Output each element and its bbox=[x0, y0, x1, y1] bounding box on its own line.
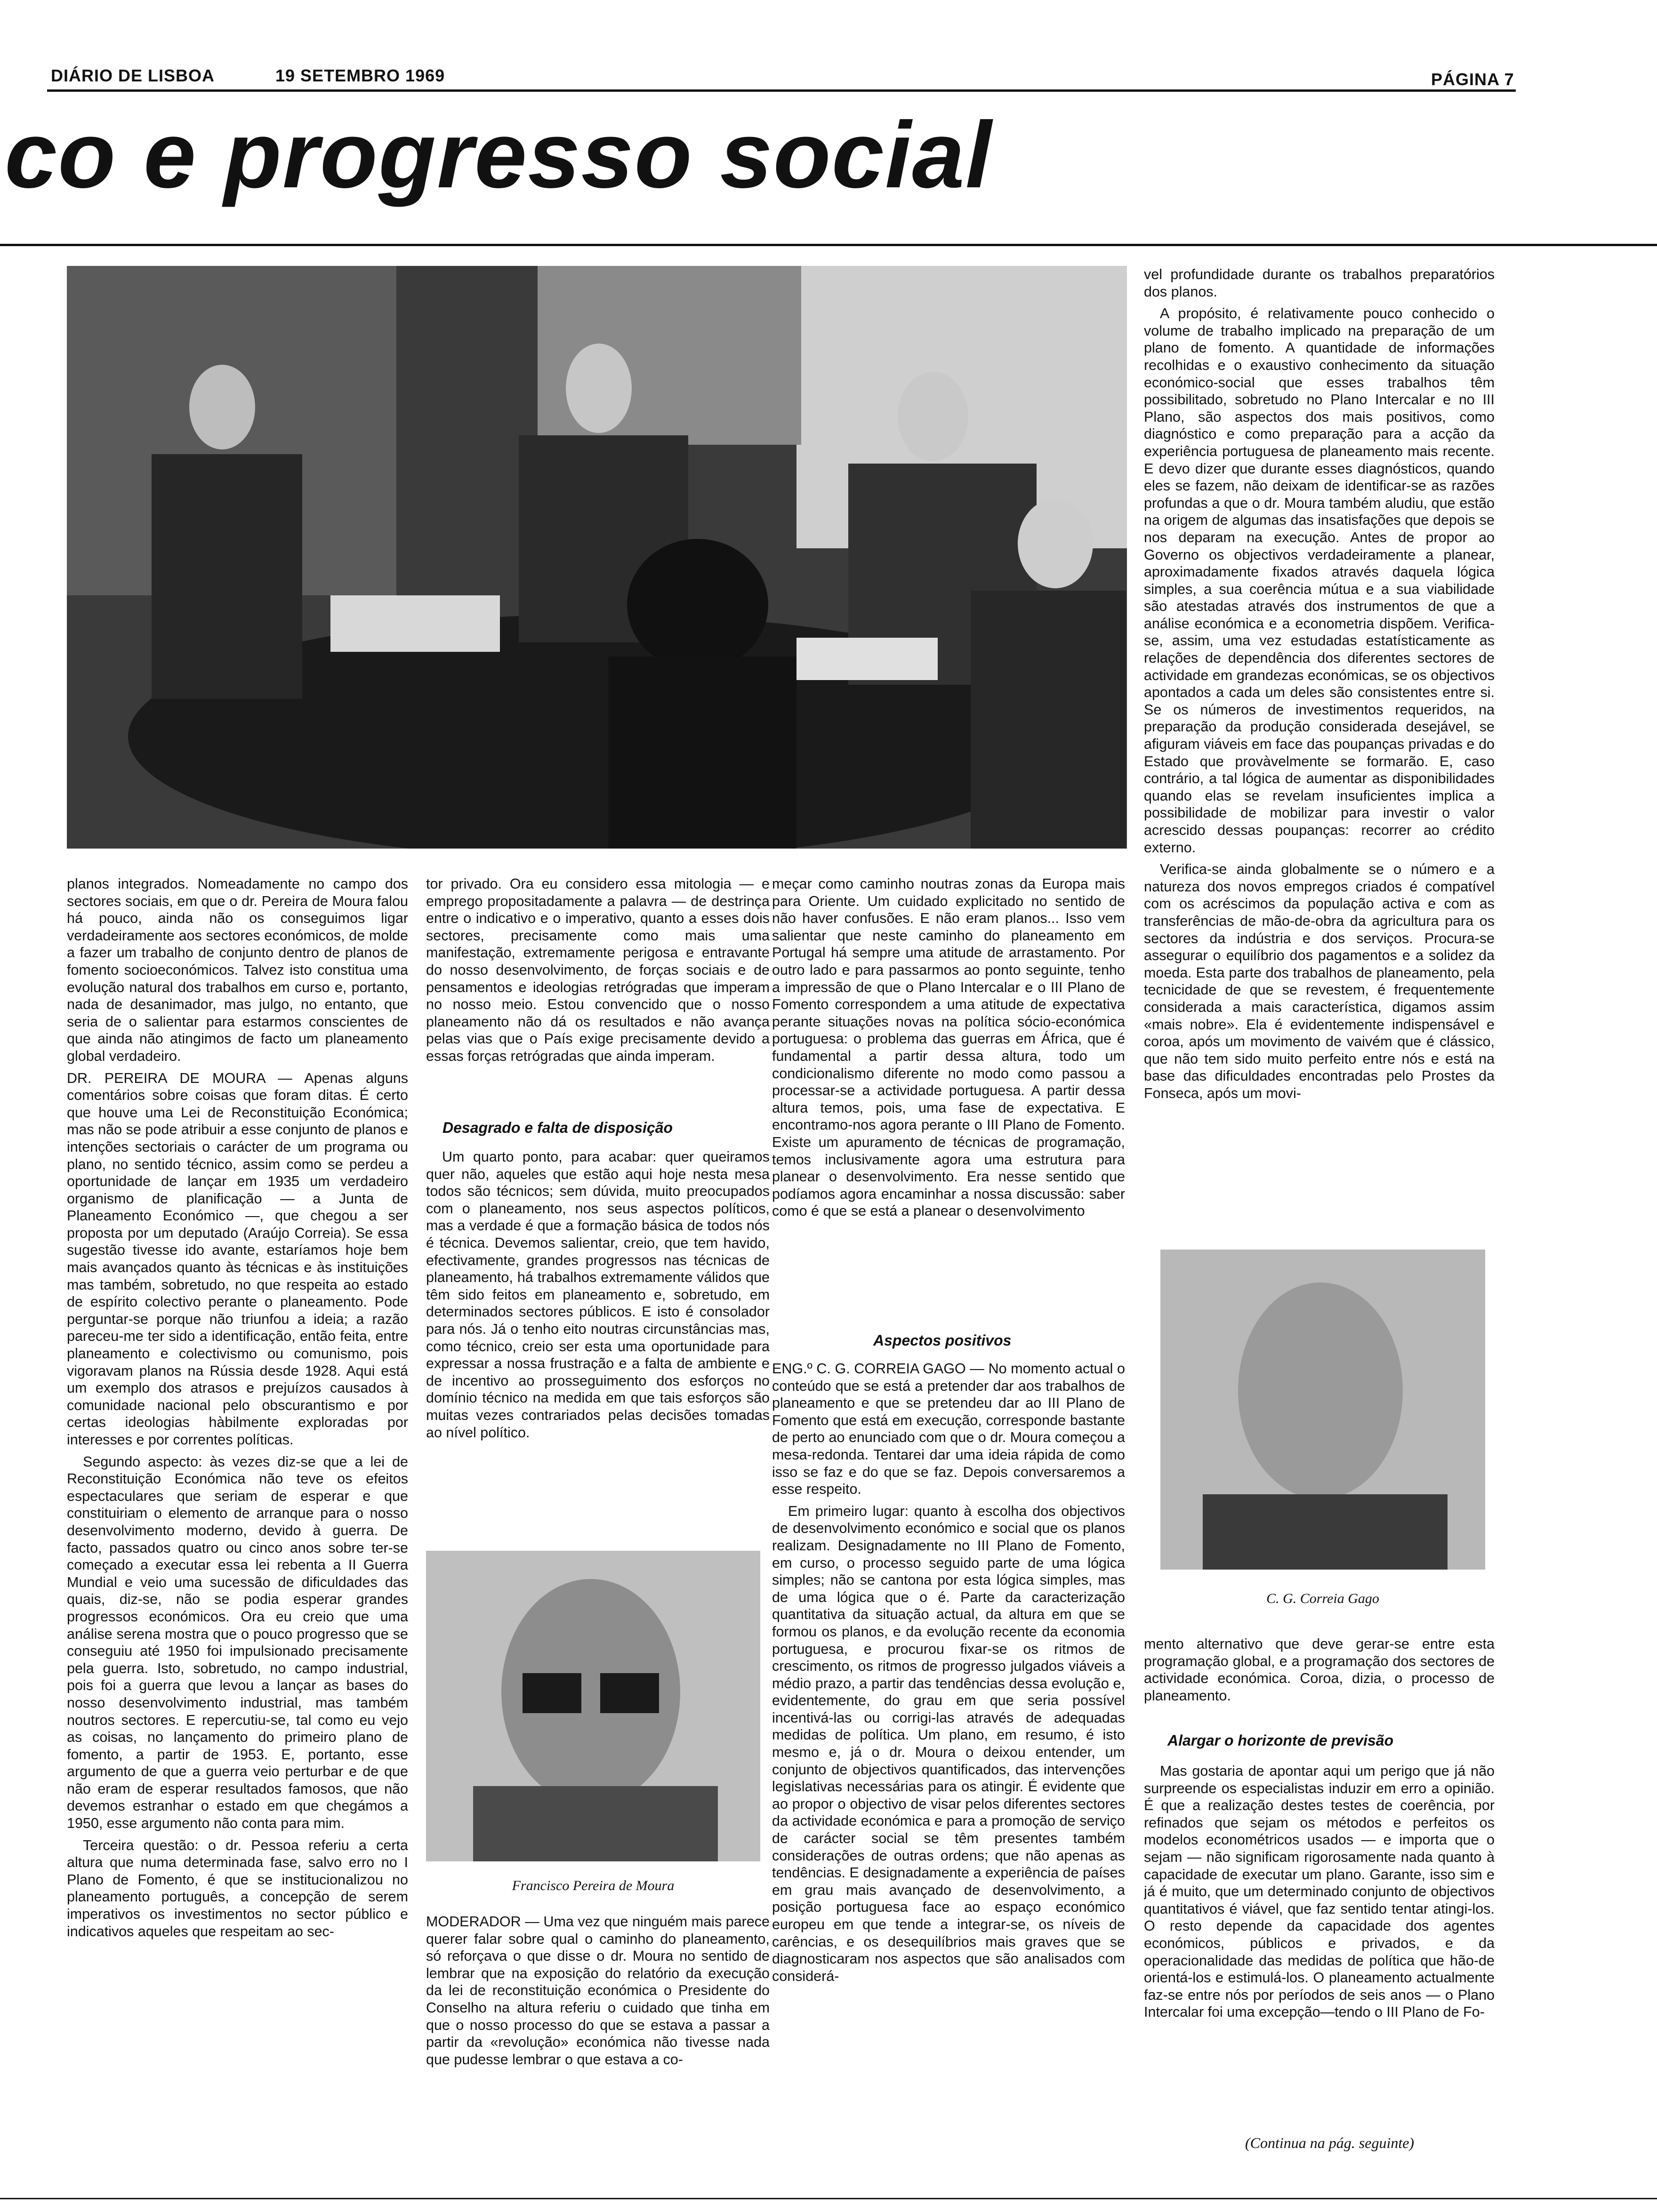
column-4-middle bbox=[1144, 1635, 1495, 1725]
c4-paragraph: A propósito, é relativamente pouco conhecido o volume de trabalho implicado na preparação de um plano de fomento. A quantidade de informações recolhidas e o exaustivo conhecimento da situação económico-social que esses trabalhos têm possibilitado, sobretudo no Plano Intercalar e no III Plano, são aspectos dos mais positivos, como diagnóstico e como preparação para a acção da experiência portuguesa de planeamento mais recente. E devo dizer que durante esses diagnósticos, quando eles se fazem, não deixam de identificar-se as razões profundas a que o dr. Moura também aludiu, que estão na origem de algumas das insatisfações que depois se nos deparam na execução. Antes de propor ao Governo os objectivos verdadeiramente a planear, aproximadamente fixados através daquela lógica simples, a sua coerência mútua e a sua viabilidade são atestadas através dos instrumentos de que a análise económica e a econometria dispõem. Verifica-se, assim, uma vez estudadas estatísticamente as relações de dependência dos diferentes sectores de actividade em grandezas económicas, se os objectivos apontados a cada um deles são consistentes entre si. Se os números de investimentos requeridos, na preparação da produção considerada desejável, se afiguram viáveis em face das poupanças privadas e do Estado que provàvelmente se formarão. E, caso contrário, a tal lógica de aumentar as disponibilidades quando elas se revelam insuficientes implica a possibilidade de mobilizar para investir o valor acrescido dessas poupanças: recorrer ao crédito externo. bbox=[1144, 305, 1495, 856]
caption-gago: C. G. Correia Gago bbox=[1266, 1591, 1379, 1606]
c1-paragraph: DR. PEREIRA DE MOURA — Apenas alguns comentários sobre coisas que foram ditas. É certo que houve uma Lei de Reconstituição Económica; mas não se pode atribuir a esse conjunto de planos e intenções sectoriais o carácter de um programa ou plano, no sentido técnico, assim como se perdeu a oportunidade de lançar em 1935 um verdadeiro organismo de planificação — a Junta de Planeamento Económico —, que chegou a ser proposta por um deputado (Araújo Correia). Se essa sugestão tivesse ido avante, estaríamos hoje bem mais avançados quanto às técnicas e às instituições mas também, sobretudo, no que respeita ao estado de espírito colectivo perante o planeamento. Pode perguntar-se porque não triunfou a ideia; a razão pareceu-me ter sido a identificação, então feita, entre planeamento e colectivismo ou comunismo, pois vigoravam planos na Rússia desde 1928. Aqui está um exemplo dos atrasos e prejuízos causados à comunidade nacional pelo obscurantismo e por certas ideologias hàbilmente exploradas por interesses e por correntes políticas. bbox=[67, 1070, 408, 1448]
bottom-rule bbox=[0, 2198, 1657, 2199]
subhead-desagrado: Desagrado e falta de disposição bbox=[442, 1119, 673, 1136]
continuation-note: (Continua na pág. seguinte) bbox=[1245, 2134, 1415, 2151]
c2-paragraph: MODERADOR — Uma vez que ninguém mais parece querer falar sobre qual o caminho do planeamento, só reforçava o que disse o dr. Moura no sentido de lembrar que na exposição do relatório da execução da lei de reconstituição económica o Presidente do Conselho na altura referiu o cuidado que tinha em que o nosso processo do que se estava a passar a partir da «revolução» económica não tivesse nada que pudesse lembrar o que estava a co- bbox=[426, 1914, 770, 2068]
subhead-alargar: Alargar o horizonte de previsão bbox=[1167, 1732, 1394, 1749]
column-1 bbox=[67, 875, 408, 2156]
column-2-bottom bbox=[426, 1913, 770, 2158]
column-4-bottom bbox=[1144, 1763, 1495, 2130]
column-4-top bbox=[1144, 266, 1495, 1224]
c1-paragraph: Terceira questão: o dr. Pessoa referiu a certa altura que numa determinada fase, salvo erro no I Plano de Fomento, é que se institucionalizou no planeamento português, a concepção de serem imperativos os investimentos no sector público e indicativos aqueles que respeitam ao sec- bbox=[67, 1837, 408, 1940]
c1-paragraph: Segundo aspecto: às vezes diz-se que a lei de Reconstituição Económica não teve os efeitos espectaculares que seriam de esperar e que constituiriam o elemento de arranque para o nosso desenvolvimento moderno, devido à guerra. De facto, passados quatro ou cinco anos sobre ter-se começado a executar essa lei rebenta a II Guerra Mundial e veio uma sucessão de dificuldades das quais, diz-se, não se podia esperar grandes progressos económicos. Ora eu creio que uma análise serena mostra que o pouco progresso que se conseguiu até 1950 foi impulsionado precisamente pela guerra. Isto, sobretudo, no campo industrial, pois foi a guerra que levou a lançar as bases do nosso desenvolvimento industrial, mas também noutros sectores. E repercutiu-se, tal como eu vejo as coisas, no lançamento do primeiro plano de fomento, a partir de 1953. E, portanto, esse argumento de que a guerra veio perturbar e de que não eram de esperar resultados famosos, que não devemos estranhar o estado em que chegámos a 1950, esse argumento não conta para mim. bbox=[67, 1453, 408, 1832]
masthead-rule bbox=[47, 89, 1516, 92]
column-3-top bbox=[772, 875, 1125, 1313]
subhead-aspectos: Aspectos positivos bbox=[873, 1332, 1012, 1349]
c4-paragraph: vel profundidade durante os trabalhos preparatórios dos planos. bbox=[1144, 266, 1495, 300]
c1-paragraph: planos integrados. Nomeadamente no campo dos sectores sociais, em que o dr. Pereira de Moura falou há pouco, ainda não os conseguimos ligar verdadeiramente aos sectores económicos, de molde a fazer um trabalho de conjunto dentro de planos de fomento socioeconómicos. Talvez isto constitua uma evolução natural dos trabalhos em curso e, portanto, nada de desanimador, mas julgo, no entanto, que seria de o salientar para estarmos conscientes de que ainda não atingimos de facto um planeamento global verdadeiro. bbox=[67, 876, 408, 1064]
c3-paragraph: Em primeiro lugar: quanto à escolha dos objectivos de desenvolvimento económico e social que os planos realizam. Designadamente no III Plano de Fomento, em curso, o processo seguido parte de uma lógica simples; não se cantona por esta lógica simples, mas de uma lógica que o é. Parte da caracterização quantitativa da situação actual, da altura em que se formou os planos, e da evolução recente da economia portuguesa, e procurou fixar-se os ritmos de crescimento, os ritmos de progresso julgados viáveis a médio prazo, a partir das tendências dessa evolução e, evidentemente, do grau em que seria possível incentivá-las ou corrigi-las através de adequadas medidas de política. Um plano, em resumo, é isto mesmo e, já o dr. Moura o deixou entender, um conjunto de objectivos quantificados, das intervenções legislativas necessárias para os atingir. É evidente que ao propor o objectivo de visar pelos diferentes sectores da actividade económica e para a promoção de serviço de carácter social se têm presentes também considerações de outras ordens; que não apenas as tendências. E designadamente a experiência de países em grau mais avançado de desenvolvimento, a posição portuguesa face ao espaço económico europeu em que tende a integrar-se, os níveis de carências, e os desequilíbrios mais graves que se diagnosticaram nos aspectos que são analisados com considerá- bbox=[772, 1503, 1125, 1984]
column-3-bottom bbox=[772, 1360, 1125, 2158]
headline-rule bbox=[0, 244, 1657, 246]
c3-paragraph: ENG.º C. G. CORREIA GAGO — No momento actual o conteúdo que se está a pretender dar aos trabalhos de planeamento e que se pretendeu dar ao III Plano de Fomento que está em execução, corresponde bastante de perto ao enunciado com que o dr. Moura começou a mesa-redonda. Tentarei dar uma ideia rápida de como isso se faz e do que se faz. Depois conversaremos a esse respeito. bbox=[772, 1361, 1125, 1498]
column-2-middle bbox=[426, 1148, 770, 1544]
c2-paragraph: tor privado. Ora eu considero essa mitologia — e emprego propositadamente a palavra — de destrinça entre o indicativo e o imperativo, quanto a esses dois sectores, precisamente como mais uma manifestação, extremamente perigosa e entravante do nosso desenvolvimento, de forças sociais e de pensamentos e ideologias retrógradas que imperam no nosso meio. Estou convencido que o nosso planeamento não dá os resultados e não avança pelas vias que o País exige precisamente devido a essas forças retrógradas que ainda imperam. bbox=[426, 876, 770, 1064]
c4-paragraph: Verifica-se ainda globalmente se o número e a natureza dos novos empregos criados é compatível com os acréscimos da população activa e com as transferências de mão-de-obra da agricultura para os sectores da indústria e dos serviços. Procura-se assegurar o equilíbrio dos pagamentos e a solidez da moeda. Esta parte dos trabalhos de planeamento, pela tecnicidade de que se revestem, é frequentemente considerada a mais característica, digamos assim «mais nobre». Ela é evidentemente indispensável e coroa, após um movimento de vaivém que é clássico, que não tem sido muito perfeito entre nós e está na base das dificuldades encontradas pelo Prostes da Fonseca, após um movi- bbox=[1144, 861, 1495, 1101]
roundtable-photo bbox=[67, 266, 1127, 849]
gago-portrait bbox=[1160, 1250, 1485, 1570]
c4-paragraph: mento alternativo que deve gerar-se entre esta programação global, e a programação dos sectores de actividade económica. Coroa, dizia, o processo de planeamento. bbox=[1144, 1636, 1495, 1704]
page-number: PÁGINA 7 bbox=[1431, 70, 1514, 89]
newspaper-name: DIÁRIO DE LISBOA bbox=[51, 66, 215, 85]
c2-paragraph: Um quarto ponto, para acabar: quer queiramos quer não, aqueles que estão aqui hoje nesta mesa todos são técnicos; sem dúvida, muito preocupados com o planeamento, nos seus aspectos políticos, mas a verdade é que a formação básica de todos nós é técnica. Devemos salientar, creio, que tem havido, efectivamente, grandes progressos nas técnicas de planeamento, há trabalhos extremamente válidos que têm sido feitos em planeamento e, sobretudo, em determinados sectores públicos. E isto é consolador para nós. Já o tenho eito noutras circunstâncias mas, como técnico, creio ser esta uma oportunidade para expressar a nossa frustração e a falta de ambiente e de incentivo ao prosseguimento dos esforços no domínio técnico na medida em que tais esforços são muitas vezes contrariados pelas decisões tomadas ao nível político. bbox=[426, 1149, 770, 1441]
headline: co e progresso social bbox=[5, 103, 993, 208]
issue-date: 19 SETEMBRO 1969 bbox=[275, 66, 445, 85]
c3-paragraph: meçar como caminho noutras zonas da Europa mais para Oriente. Um cuidado explicitado no sentido de não haver confusões. E não eram planos... Isso vem salientar que neste caminho do planeamento em Portugal há sempre uma atitude de arrastamento. Por outro lado e para passarmos ao ponto seguinte, tenho a impressão de que o Plano Intercalar e o III Plano de Fomento correspondem a uma atitude de expectativa perante situações novas na política sócio-económica portuguesa: o problema das guerras em África, que é fundamental a partir dessa altura, todo um condicionalismo diferente no modo como passou a processar-se a actividade portuguesa. A partir dessa altura temos, pois, uma fase de expectativa. E encontramo-nos agora perante o III Plano de Fomento. Existe um apuramento de técnicas de programação, temos inclusivamente agora uma estrutura para planear o desenvolvimento. Era nesse sentido que podíamos agora encaminhar a nossa discussão: saber como é que se está a planear o desenvolvimento bbox=[772, 876, 1125, 1219]
caption-moura: Francisco Pereira de Moura bbox=[512, 1878, 675, 1893]
c4-paragraph: Mas gostaria de apontar aqui um perigo que já não surpreende os especialistas induzir em erro a opinião. É que a realização destes testes de coerência, por refinados que sejam os métodos e perfeitos os modelos econométricos usados — e importa que o sejam — não significam rigorosamente nada quanto à capacidade de executar um plano. Garante, isso sim e já é muito, que um determinado conjunto de objectivos quantitativos é viável, que faz sentido tentar atingi-los. O resto depende da capacidade dos agentes económicos, públicos e privados, e da operacionalidade das medidas de política que hão-de orientá-los e estimulá-los. O planeamento actualmente faz-se entre nós por períodos de seis anos — o Plano Intercalar foi uma excepção—tendo o III Plano de Fo- bbox=[1144, 1763, 1495, 2020]
column-2-top bbox=[426, 875, 770, 1097]
moura-portrait bbox=[426, 1551, 760, 1861]
